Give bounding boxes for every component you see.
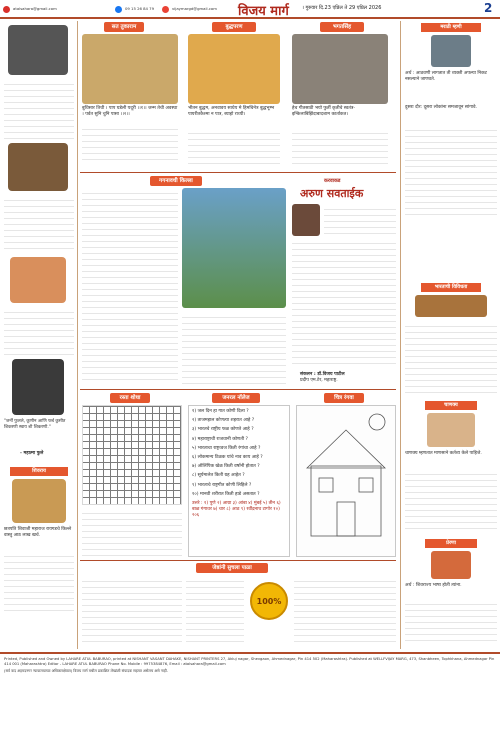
gk-head: जनरल नॉलेज xyxy=(212,393,260,403)
right-head-2: भारताची विविधता xyxy=(421,283,481,292)
gk-q6: ६) लोकमान्य टिळक यांचे नाव काय आहे ? xyxy=(192,455,263,461)
gk-q1: १) जल दिन हा गात कोणी दिला ? xyxy=(192,409,249,414)
left-text-3 xyxy=(4,307,74,355)
masthead xyxy=(0,0,500,19)
girl-image xyxy=(10,257,66,303)
footer-line-2: (सर्व वाद अहमदनगर न्यायालयाच्या अधिकारक्षेत्रात) विजय मार्ग मधील प्रकाशित लेखांशी संपादक सहमत असेलच असे नाही. xyxy=(4,669,168,673)
shivray-text: छत्रपति शिवाजी महाराज रायगडचे किल्ले वास्तु आठ लाख खर्च. xyxy=(4,527,72,539)
masthead-phone: 09 15 26 84 79 xyxy=(125,6,154,11)
phule-quote-by: - महात्मा फुले xyxy=(20,451,44,456)
phone-icon xyxy=(115,6,122,13)
row1-col3-body xyxy=(292,128,388,168)
article-byline2: प्रदीप एम.टेर, महाराष्ट्र. xyxy=(300,378,338,383)
right-text-2 xyxy=(405,321,497,393)
right-image-2 xyxy=(415,295,487,317)
left-text-2 xyxy=(4,195,74,251)
row1-head-2: बुद्धपरण xyxy=(212,22,256,32)
fort-section-head: गगनावधी किल्ला xyxy=(150,176,202,186)
right-label: करवाकड xyxy=(324,178,341,184)
row1-head-3: भगतसिंह xyxy=(320,22,364,32)
fort-image xyxy=(182,188,286,308)
date-line: । गुरुवार दि.23 एप्रिल ते 29 एप्रिल 2026 xyxy=(302,5,382,11)
shivray-head: शिवराय xyxy=(10,467,68,476)
tukaram-image xyxy=(82,34,178,104)
gk-q8: ८) सूर्यमालेत किती ग्रह आहेत ? xyxy=(192,473,245,479)
article-body xyxy=(292,238,396,368)
maze-text xyxy=(82,508,182,556)
masthead-email2: vijaymargd@gmail.com xyxy=(172,6,217,11)
gk-q4: ४) महाराष्ट्राची राजधानी कोणती ? xyxy=(192,436,248,442)
row1-head-1: सत तुकाराम xyxy=(104,22,144,32)
coloring-head: चित्र रंगवा xyxy=(324,393,364,403)
maze-puzzle xyxy=(82,405,182,505)
bottom-text-3 xyxy=(294,576,396,644)
buddha-image xyxy=(188,34,280,104)
left-text-1 xyxy=(4,79,74,139)
phule-quote: "जर्नी फुलले, कूणीन आणि फर्ब कुसीत शिकरणी स्वाय शी शिकरणी." xyxy=(4,419,66,430)
author-photo xyxy=(292,204,320,236)
gk-q5: ५) भारताचा राष्ट्रध्वज किती रंगांचा आहे ? xyxy=(192,445,261,451)
gk-answers: उत्तरे : १) पुणे २) आग्रा ३) आंबा ४) मुंबई ५) तीन ६) बाळ गंगाधर ७) चार ८) आठ ९) रवींद्रनाथ टागोर १०) २०६ xyxy=(192,501,281,519)
gk-q7: ७) ऑलिंपिक खेळ किती वर्षांनी होतात ? xyxy=(192,464,260,470)
bottom-text-2 xyxy=(186,576,244,644)
left-text-4 xyxy=(4,551,74,611)
percent-badge xyxy=(250,582,288,620)
email2-icon xyxy=(162,6,169,13)
row1-col2-text: भीतन बुद्धम, अनवावय साधेय मे हिमचिनेत्र बुद्धभूम्भ पायरीतकैश्मा न पात्र, ब्याहो राध्यी। xyxy=(188,106,275,118)
paper-title: विजय मार्ग xyxy=(238,4,289,19)
gk-q9: ९) भारताचे राष्ट्रगीत कोणी लिहिले ? xyxy=(192,482,252,488)
right-text-4 xyxy=(405,599,497,643)
shivray-image xyxy=(12,479,66,523)
bottom-text-1 xyxy=(82,576,182,644)
row1-col1-text: बुधिसार तिथी । पाप घडेली यदूरी ।।१।। जन्म तेची अवस्था । पर्वत सुनि चुनि पासा ।।२।। xyxy=(82,106,178,118)
left-column xyxy=(0,21,78,649)
right-image-1 xyxy=(431,35,471,67)
bottom-section-head: जेष्ठांनी सुचला पाळा xyxy=(196,563,268,573)
right-image-4 xyxy=(431,551,471,579)
row1-col2-body xyxy=(188,128,280,168)
footer xyxy=(0,652,500,732)
row1-col1-body xyxy=(82,124,178,162)
phule-image xyxy=(12,359,64,415)
article-body-top xyxy=(324,204,396,236)
bhagatsingh-image xyxy=(292,34,388,104)
divider-3 xyxy=(80,560,396,561)
right-column xyxy=(400,21,500,649)
gk-q10: १०) मानवी शरीरात किती हाडे असतात ? xyxy=(192,491,260,497)
masthead-email: atalsahara@gmail.com xyxy=(13,6,57,11)
maze-head: रस्ता शोधा xyxy=(110,393,150,403)
page-number: 2 xyxy=(484,1,493,15)
shiva-image xyxy=(8,143,68,191)
right-text-1 xyxy=(405,125,497,215)
gk-box xyxy=(188,405,290,557)
divider-1 xyxy=(80,172,396,173)
right-quote-4: अर्थ : शिवराज्य भाषा होती त्यांना. xyxy=(405,583,462,588)
email-icon xyxy=(3,6,10,13)
right-quote-2: दुसरा दौर: दूसरा लोकांना समजावून सांगावे. xyxy=(405,105,477,110)
footer-line-1: Printed, Published and Owned by LAHARE ATUL BABURAO, printed at NISHANT VASANT DAHAKE, NISHANT PRINTERS 27, Akluj nagar, Shevgaon, Ahmednagar, Pin 414 502 (Maharashtra). Published at WELLFVIJAY MARG, 473, Shanbheen, Tophkhana, Ahmednagar Pin 414 001 (Maharashtra) Editor - LAHARE ATUL BABURAO Phone No. Mobile : 9975384876, Email : atalsahara@gmail.com xyxy=(4,657,495,666)
article-byline: संकलन : डॉ.विजय पाटील xyxy=(300,372,345,377)
fort-text-2 xyxy=(182,312,286,384)
gk-q3: ३) भारतचे राष्ट्रीय फळ कोणते आहे ? xyxy=(192,427,254,433)
right-quote-3: चाणक्य म्हणतात माणसाने कर्तव्य केले पाहिजे. xyxy=(405,451,482,456)
coloring-outline xyxy=(297,406,395,556)
right-head-3: चाणक्य xyxy=(425,401,477,410)
right-head-4: प्रेरणा xyxy=(425,539,477,548)
hanuman-image xyxy=(8,25,68,75)
divider-2 xyxy=(80,389,396,390)
percent-badge-value: 100% xyxy=(256,596,282,606)
fort-text-1 xyxy=(82,188,178,384)
right-text-3 xyxy=(405,469,497,529)
chanakya-image xyxy=(427,413,475,447)
article-title: अरुण सवताईक xyxy=(300,187,364,200)
gk-q2: २) ताजमहाल कोणत्या शहरात आहे ? xyxy=(192,418,255,424)
coloring-picture xyxy=(296,405,396,557)
row1-col3-text: हेच गीतसाठी भयो फुर्ती कृतीचे स्वतंत्र- इन्किलाबिझिंदाबादशाम कार्ताकत। xyxy=(292,106,356,118)
right-head-1: मराठी म्हणी xyxy=(421,23,481,32)
right-quote-1: अर्थ : आठवणी लागतात ती व्यक्ती अपल्या निकट नसल्याने जाणवते. xyxy=(405,71,487,83)
